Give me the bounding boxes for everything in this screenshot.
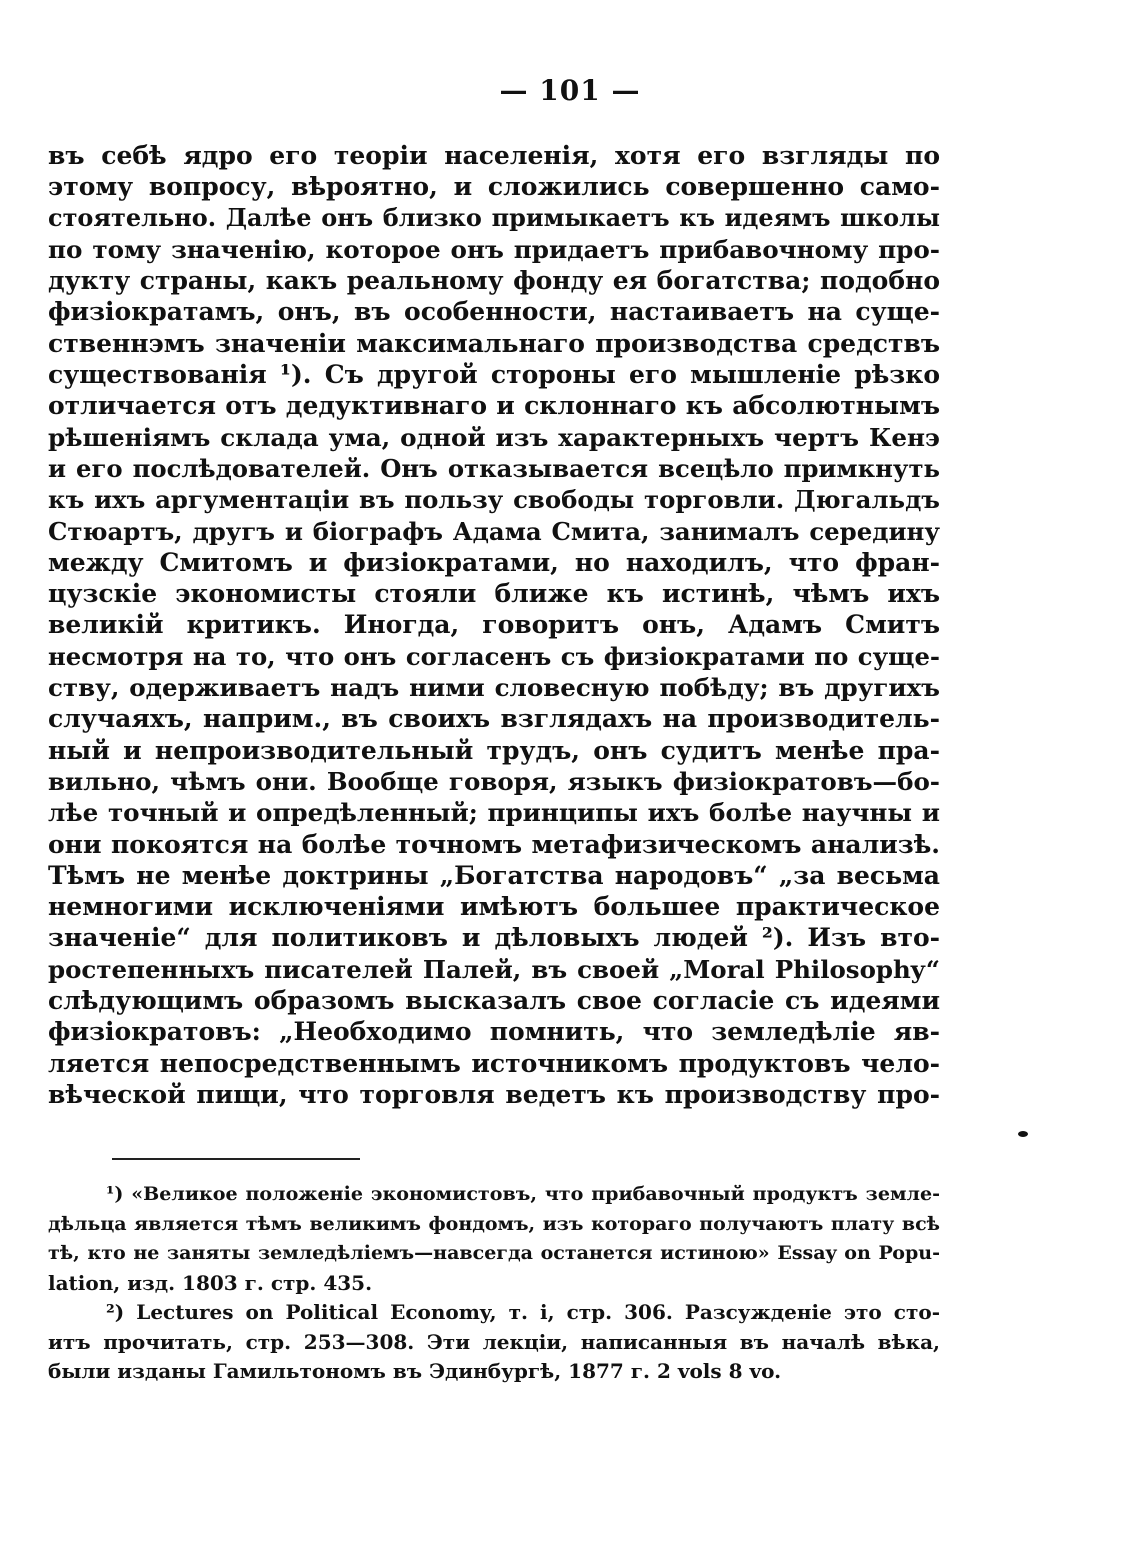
text-line: вильно, чѣмъ они. Вообще говоря, языкъ физіократовъ—бо- — [48, 766, 940, 796]
text-line: рѣшеніямъ склада ума, одной изъ характерныхъ чертъ Кенэ — [48, 422, 940, 452]
text-line: ляется непосредственнымъ источникомъ продуктовъ чело- — [48, 1048, 940, 1078]
text-line: дукту страны, какъ реальному фонду ея богатства; подобно — [48, 266, 940, 296]
text-line: случаяхъ, наприм., въ своихъ взглядахъ на производитель- — [48, 704, 940, 734]
text-line: стоятельно. Далѣе онъ близко примыкаетъ къ идеямъ школы — [48, 203, 940, 232]
text-line: ный и непроизводительный трудъ, онъ судитъ менѣе пра- — [48, 735, 940, 765]
footnote-line: lation, изд. 1803 г. стр. 435. — [48, 1270, 373, 1295]
text-line: ственнэмъ значеніи максимальнаго производства средствъ — [48, 328, 940, 358]
text-line: немногими исключеніями имѣютъ большее практическое — [48, 892, 940, 922]
ink-speck — [1018, 1131, 1028, 1137]
text-line: вѣческой пищи, что торговля ведетъ къ производству про- — [48, 1079, 940, 1109]
footnotes — [48, 1180, 940, 1387]
text-line: ростепенныхъ писателей Палей, въ своей „Moral Philosophy“ — [48, 954, 940, 984]
text-line: по тому значенію, которое онъ придаетъ прибавочному про- — [48, 234, 940, 264]
footnote-line: тѣ, кто не заняты земледѣліемъ—навсегда останется истиною» Essay on Popu- — [48, 1242, 940, 1264]
text-line: физіократамъ, онъ, въ особенности, настаиваетъ на суще- — [48, 297, 940, 327]
text-line: значеніе“ для политиковъ и дѣловыхъ людей ²). Изъ вто- — [48, 923, 940, 953]
footnote-line: ¹) «Великое положеніе экономистовъ, что прибавочный продуктъ земле- — [106, 1183, 940, 1205]
text-line: несмотря на то, что онъ согласенъ съ физіократами по суще- — [48, 641, 940, 671]
footnote-line: итъ прочитать, стр. 253—308. Эти лекціи, написанныя въ началѣ вѣка, — [48, 1329, 940, 1354]
text-line: этому вопросу, вѣроятно, и сложились совершенно само- — [48, 172, 940, 202]
text-line: лѣе точный и опредѣленный; принципы ихъ болѣе научны и — [48, 798, 940, 828]
footnote-line: дѣльца является тѣмъ великимъ фондомъ, изъ котораго получаютъ плату всѣ — [48, 1212, 940, 1235]
text-line: Стюартъ, другъ и біографъ Адама Смита, занималъ середину — [48, 516, 940, 546]
text-line: и его послѣдователей. Онъ отказывается всецѣло примкнуть — [48, 453, 940, 483]
footnote-line: были изданы Гамильтономъ въ Эдинбургѣ, 1877 г. 2 vols 8 vo. — [48, 1359, 782, 1383]
text-line: существованія ¹). Съ другой стороны его мышленіе рѣзко — [48, 360, 940, 390]
text-line: Тѣмъ не менѣе доктрины „Богатства народовъ“ „за весьма — [48, 860, 940, 890]
text-line: между Смитомъ и физіократами, но находилъ, что фран- — [48, 547, 940, 577]
main-text — [48, 140, 940, 1110]
text-line: физіократовъ: „Необходимо помнить, что земледѣліе яв- — [48, 1017, 940, 1047]
text-line: великій критикъ. Иногда, говоритъ онъ, Адамъ Смитъ — [48, 610, 940, 640]
text-line: слѣдующимъ образомъ высказалъ свое согласіе съ идеями — [48, 986, 940, 1016]
footnote-separator — [112, 1158, 360, 1160]
text-line: они покоятся на болѣе точномъ метафизическомъ анализѣ. — [48, 829, 940, 859]
text-line: отличается отъ дедуктивнаго и склоннаго къ абсолютнымъ — [48, 391, 940, 421]
page-number: — 101 — — [499, 74, 641, 107]
text-line: въ себѣ ядро его теоріи населенія, хотя его взгляды по — [48, 141, 940, 170]
text-line: къ ихъ аргументаціи въ пользу свободы торговли. Дюгальдъ — [48, 485, 940, 515]
text-line: цузскіе экономисты стояли ближе къ истинѣ, чѣмъ ихъ — [48, 579, 940, 609]
footnote-line: ²) Lectures on Political Economy, т. i, стр. 306. Разсужденіе это сто- — [106, 1300, 940, 1324]
text-line: ству, одерживаетъ надъ ними словесную побѣду; въ другихъ — [48, 673, 940, 703]
